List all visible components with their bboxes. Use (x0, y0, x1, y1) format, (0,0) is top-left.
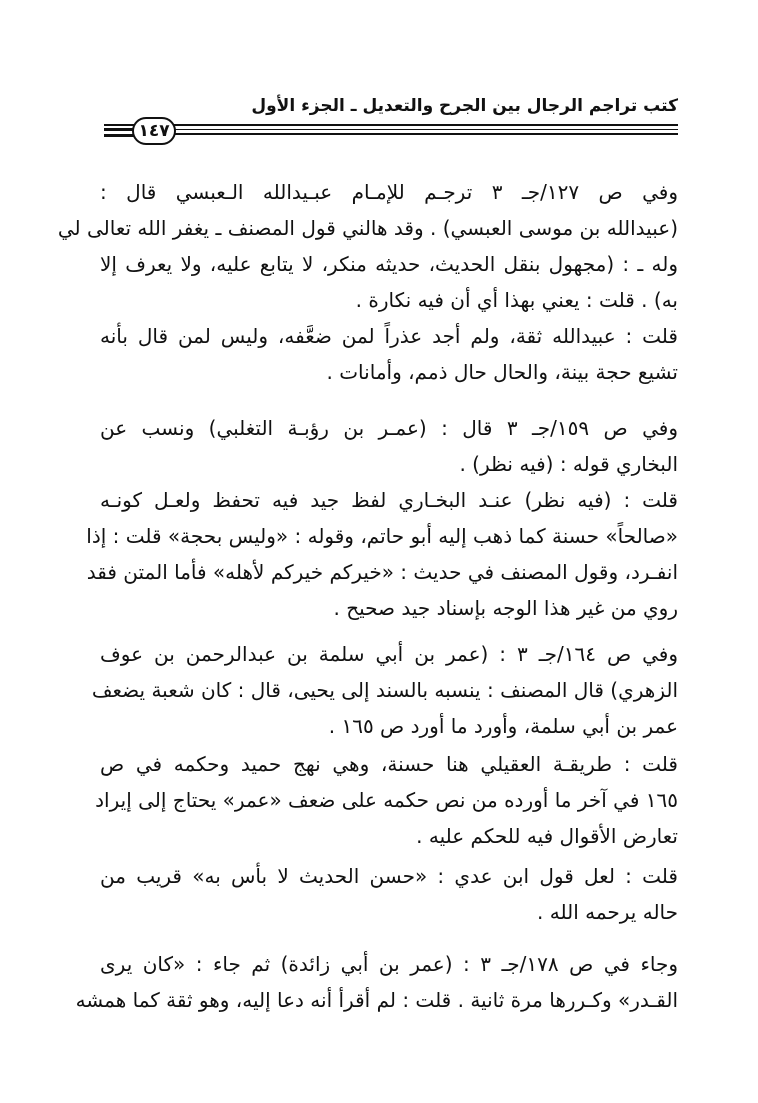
text-line: انفـرد، وقول المصنف في حديث : «خيركم خيركم لأهله» فأما المتن فقد (86, 560, 678, 584)
text-line: الزهري) قال المصنف : ينسبه بالسند إلى يحيى، قال : كان شعبة يضعف (91, 678, 678, 702)
text-line: حاله يرحمه الله . (537, 900, 678, 924)
text-line: وله ـ : (مجهول بنقل الحديث، حديثه منكر، لا يتابع عليه، ولا يعرف إلا (100, 252, 678, 276)
text-line: ١٦٥ في آخر ما أورده من نص حكمه على ضعف «عمر» يحتاج إلى إيراد (95, 788, 678, 812)
text-line: قلت : (فيه نظر) عنـد البخـاري لفظ جيد فيه تحفظ ولعـل كونـه (100, 488, 678, 512)
text-line: البخاري قوله : (فيه نظر) . (459, 452, 678, 476)
text-line: روي من غير هذا الوجه بإسناد جيد صحيح . (333, 596, 678, 620)
text-line: (عبيدالله بن موسى العبسي) . وقد هالني قول المصنف ـ يغفر الله تعالى لي (57, 216, 678, 240)
text-line: به) . قلت : يعني بهذا أي أن فيه نكارة . (355, 288, 678, 312)
text-line: تعارض الأقوال فيه للحكم عليه . (416, 824, 678, 848)
text-line: وجاء في ص ١٧٨/جـ ٣ : (عمر بن أبي زائدة) ثم جاء : «كان يرى (100, 952, 678, 976)
text-line: وفي ص ١٥٩/جـ ٣ قال : (عمـر بن رؤبـة التغلبي) ونسب عن (100, 416, 678, 440)
running-title: كتب تراجم الرجال بين الجرح والتعديل ـ الجزء الأول (251, 96, 678, 116)
text-line: قلت : طريقـة العقيلي هنا حسنة، وهي نهج حميد وحكمه في ص (100, 752, 678, 776)
text-line: وفي ص ١٢٧/جـ ٣ ترجـم للإمـام عبـيدالله الـعبسي قال : (100, 180, 678, 204)
text-line: تشيع حجة بينة، والحال حال ذمم، وأمانات . (326, 360, 678, 384)
text-line: قلت : عبيدالله ثقة، ولم أجد عذراً لمن ضعَّفه، وليس لمن قال بأنه (100, 324, 678, 348)
text-line: القـدر» وكـررها مرة ثانية . قلت : لم أقرأ أنه دعا إليه، وهو ثقة كما همشه (75, 988, 678, 1012)
main-text (57, 0, 678, 1103)
page-number: ١٤٧ (132, 117, 176, 145)
text-line: عمر بن أبي سلمة، وأورد ما أورد ص ١٦٥ . (328, 714, 678, 738)
text-line: وفي ص ١٦٤/جـ ٣ : (عمر بن أبي سلمة بن عبدالرحمن بن عوف (100, 642, 678, 666)
text-line: «صالحاً» حسنة كما ذهب إليه أبو حاتم، وقوله : «وليس بحجة» قلت : إذا (86, 524, 678, 548)
text-line: قلت : لعل قول ابن عدي : «حسن الحديث لا بأس به» قريب من (100, 864, 678, 888)
